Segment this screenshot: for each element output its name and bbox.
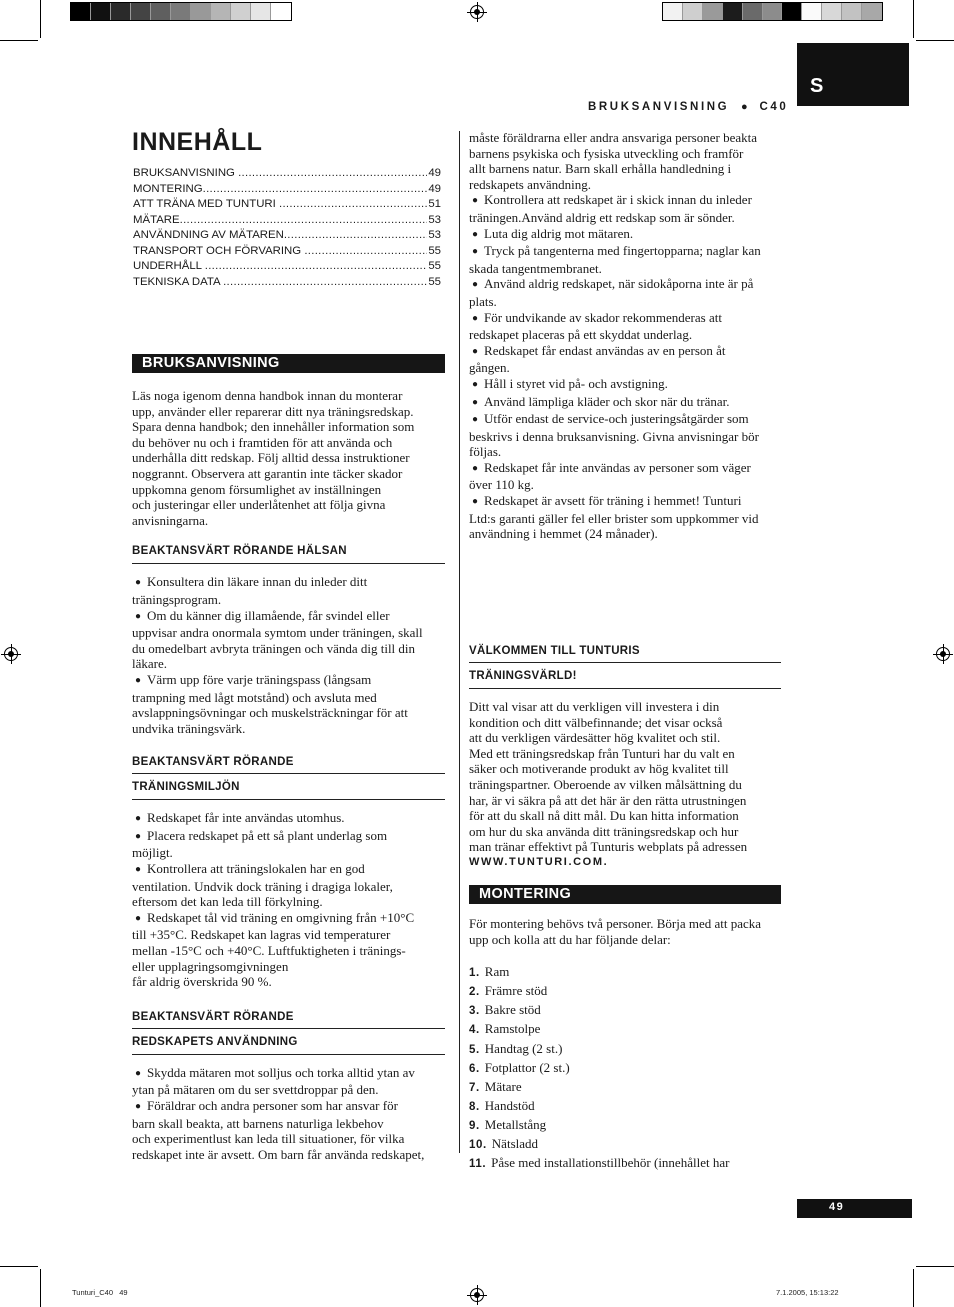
text-line [469, 226, 781, 244]
text-line-content: Kontrollera att träningslokalen har en god [147, 861, 365, 877]
parts-list-item [469, 1154, 781, 1173]
text-line-content: redskapets användning. [469, 176, 592, 192]
bullet-icon: ● [472, 228, 479, 240]
intro-line: och justeringar eller underlåtenhet att följa givna [132, 497, 386, 513]
toc-entry-label: MÄTARE [133, 213, 180, 226]
text-line [469, 493, 781, 511]
footer-timestamp: 7.1.2005, 15:13:22 [776, 1288, 839, 1297]
parts-list-number: 3. [469, 1005, 480, 1018]
text-line-content: träningsprogram. [132, 591, 222, 607]
text-line-content: Redskapet får inte användas utomhus. [147, 810, 345, 826]
text-line [469, 327, 781, 343]
crop-mark-tl-v [40, 0, 41, 38]
toc-entry-page: 51 [428, 198, 441, 210]
text-line [132, 845, 445, 861]
text-line-content: till +35°C. Redskapet kan lagras vid temperaturer [132, 927, 391, 943]
toc-entry [133, 244, 441, 260]
text-line [469, 130, 781, 146]
crop-mark-br-h [916, 1266, 954, 1267]
toc-leader-dots [304, 244, 427, 260]
text-line [469, 477, 781, 493]
text-line [132, 1082, 445, 1098]
toc-entry-label: ANVÄNDNING AV MÄTAREN [133, 229, 284, 241]
intro-line: underhålla ditt redskap. Följ alltid dessa instruktioner [132, 450, 410, 466]
parts-list-number: 7. [469, 1081, 480, 1094]
website-link[interactable]: WWW.TUNTURI.COM. [469, 855, 609, 868]
text-line [469, 192, 781, 210]
parts-list-item [469, 1040, 781, 1059]
text-line-content: får aldrig överskrida 90 %. [132, 974, 272, 990]
intro-line: Läs noga igenom denna handbok innan du monterar [132, 388, 403, 403]
running-title: BRUKSANVISNING [588, 101, 730, 113]
text-line [132, 625, 445, 641]
text-line-content: Utför endast de service-och justeringsåtgärder som [484, 411, 749, 427]
text-line-content: Föräldrar och andra personer som har ansvar för [147, 1098, 398, 1113]
intro-paragraph [132, 388, 445, 528]
usage-list-continued [469, 130, 781, 542]
welcome-paragraph [469, 699, 781, 855]
environment-list [132, 810, 445, 990]
text-line-content: gången. [469, 360, 510, 376]
text-line-content: redskapet placeras på ett skyddat underlag. [469, 327, 693, 343]
parts-list-number: 5. [469, 1043, 480, 1056]
text-line [132, 910, 445, 928]
health-list [132, 574, 445, 736]
toc-leader-dots [279, 197, 427, 213]
bullet-icon: ● [135, 912, 142, 924]
section-heading-bruksanvisning: BRUKSANVISNING [132, 354, 445, 373]
subheading-usage: BEAKTANSVÄRT RÖRANDE [132, 1011, 445, 1029]
text-line [469, 210, 781, 226]
bullet-icon: ● [472, 195, 479, 207]
parts-list-item [469, 1097, 781, 1116]
text-line [132, 879, 445, 895]
text-line-content: ytan på mätaren om du ser svettdroppar på den. [132, 1082, 379, 1098]
text-line-content: måste föräldrarna eller andra ansvariga personer beakta [469, 130, 758, 145]
text-line [132, 959, 445, 975]
parts-list-text: Handstöd [484, 1097, 535, 1113]
text-line [132, 943, 445, 959]
page-number: 49 [829, 1201, 845, 1213]
parts-list-text: Handtag (2 st.) [484, 1040, 563, 1056]
crop-mark-bl-v [40, 1269, 41, 1307]
toc-entry [133, 228, 441, 244]
parts-list-number: 10. [469, 1139, 487, 1152]
registration-mark-top [470, 5, 484, 19]
parts-list-text: Ram [484, 964, 510, 980]
text-line-content: Värm upp före varje träningspass (långsam [147, 671, 372, 687]
bullet-icon: ● [135, 864, 142, 876]
text-line [469, 310, 781, 328]
toc-entry [133, 275, 441, 291]
toc-entry-page: 53 [428, 229, 441, 241]
parts-list-item [469, 1001, 781, 1020]
subheading-environment [132, 756, 445, 774]
text-line [132, 641, 445, 657]
bullet-icon: ● [472, 246, 479, 258]
text-line-content: skada tangentmembranet. [469, 260, 602, 276]
text-line [132, 656, 445, 672]
registration-mark-left [4, 647, 18, 661]
model-name: C40 [759, 101, 789, 113]
toc-leader-dots [238, 166, 427, 182]
right-column [469, 130, 781, 542]
text-line [469, 294, 781, 310]
bullet-icon: ● [740, 101, 748, 113]
text-line-content: eftersom det kan leda till förkylning. [132, 894, 323, 910]
footer-file-label: Tunturi_C40 49 [72, 1288, 128, 1297]
intro-line: Spara denna handbok; den innehåller information som [132, 419, 415, 435]
subheading-usage-2: REDSKAPETS ANVÄNDNING [132, 1036, 445, 1055]
parts-list-item [469, 1020, 781, 1039]
text-line [469, 343, 781, 361]
intro-line: upp, använder eller reparerar ditt nya träningsredskap. [132, 403, 414, 419]
intro-line: anvisningarna. [132, 512, 209, 528]
left-column [132, 354, 445, 1162]
parts-list-text: Främre stöd [484, 983, 548, 999]
text-line [132, 690, 445, 706]
text-line [469, 394, 781, 412]
text-line-content: användning i hemmet (24 månader). [469, 526, 658, 542]
toc-title: INNEHÅLL [132, 128, 263, 156]
welcome-line: att du verkligen värdesätter hög kvalitet och stil. [469, 730, 721, 746]
parts-list-text: Fotplattor (2 st.) [484, 1059, 570, 1075]
parts-list-number: 11. [469, 1158, 487, 1171]
language-tab [797, 43, 909, 106]
welcome-line: man tränar effektivt på Tunturis webplats på adressen [469, 839, 748, 855]
text-line [469, 429, 781, 445]
text-line-content: Redskapet får endast användas av en person åt [484, 342, 726, 358]
parts-list-item [469, 1078, 781, 1097]
bullet-icon: ● [135, 610, 142, 622]
text-line [132, 705, 445, 721]
toc-leader-dots [205, 259, 428, 275]
toc-entry [133, 259, 441, 275]
text-line [132, 927, 445, 943]
welcome-line: Med ett träningsredskap från Tunturi har du valt en [469, 745, 735, 761]
text-line [469, 511, 781, 527]
text-line [132, 574, 445, 592]
text-line [469, 161, 781, 177]
text-line [132, 1131, 445, 1147]
parts-list [469, 963, 781, 1173]
mounting-block [469, 885, 781, 1173]
usage-list [132, 1065, 445, 1163]
toc-entry-page: 55 [428, 260, 441, 272]
text-line-content: Kontrollera att redskapet är i skick innan du inleder [484, 192, 752, 208]
bullet-icon: ● [472, 396, 479, 408]
parts-list-item [469, 982, 781, 1001]
welcome-line: Ditt val visar att du verkligen vill investera i din [469, 699, 720, 714]
bullet-icon: ● [472, 496, 479, 508]
text-line-content: Använd aldrig redskapet, när sidokåporna inte är på [484, 276, 754, 292]
welcome-line: om hur du ska använda ditt träningsredskap och hur [469, 823, 739, 839]
toc-entry-page: 53 [428, 213, 441, 226]
subheading-environment-2: TRÄNINGSMILJÖN [132, 781, 445, 800]
parts-list-number: 6. [469, 1062, 480, 1075]
text-line [469, 146, 781, 162]
text-line [132, 608, 445, 626]
welcome-line: för att du skall nå ditt mål. Du kan hitta information [469, 808, 739, 824]
parts-list-number: 2. [469, 986, 480, 999]
registration-mark-bottom [470, 1288, 484, 1302]
bullet-icon: ● [135, 577, 142, 589]
toc-entry-page: 49 [428, 167, 441, 179]
text-line-content: följas. [469, 444, 502, 460]
text-line [132, 592, 445, 608]
parts-list-item [469, 1135, 781, 1154]
text-line-content: Tryck på tangenterna med fingertopparna; naglar kan [484, 243, 761, 259]
text-line-content: träningen.Använd aldrig ett redskap som är sönder. [469, 209, 735, 225]
intro-line: du behöver nu och i framtiden för att använda och [132, 434, 393, 450]
text-line [132, 721, 445, 737]
subheading-health: BEAKTANSVÄRT RÖRANDE HÄLSAN [132, 545, 445, 564]
bullet-icon: ● [472, 462, 479, 474]
text-line [132, 1065, 445, 1083]
language-tab-label: S [810, 75, 824, 97]
text-line-content: trampning med lågt motstånd) och avsluta med [132, 689, 377, 705]
bullet-icon: ● [472, 378, 479, 390]
intro-line: uppkomna genom försumlighet av inställningen [132, 481, 382, 497]
toc-entry-label: ATT TRÄNA MED TUNTURI [133, 198, 279, 210]
section-heading-montering: MONTERING [469, 885, 781, 904]
text-line [132, 861, 445, 879]
text-line-content: över 110 kg. [469, 477, 534, 493]
parts-list-text: Mätare [484, 1078, 522, 1094]
bullet-icon: ● [472, 312, 479, 324]
bullet-icon: ● [135, 813, 142, 825]
text-line-content: redskapet inte är avsett. Om barn får använda redskapet, [132, 1146, 425, 1162]
text-line [132, 1098, 445, 1116]
text-line-content: Håll i styret vid på- och avstigning. [484, 375, 668, 391]
text-line-content: avslappningsövningar och muskelsträckningar för att [132, 705, 408, 721]
text-line [132, 828, 445, 846]
text-line-content: och experimentlust kan leda till situationer, för vilka [132, 1131, 405, 1147]
crop-mark-tl-h [0, 40, 38, 41]
toc-entry [133, 213, 441, 229]
table-of-contents [133, 166, 441, 290]
text-line-content: plats. [469, 293, 497, 309]
text-line [469, 460, 781, 478]
parts-list-number: 9. [469, 1119, 480, 1132]
text-line-content: eller upplagringsomgivningen [132, 958, 289, 974]
text-line-content: möjligt. [132, 845, 173, 861]
text-line [469, 261, 781, 277]
toc-leader-dots [203, 182, 428, 198]
parts-list-number: 8. [469, 1100, 480, 1113]
parts-list-item [469, 1059, 781, 1078]
toc-entry-label: TRANSPORT OCH FÖRVARING [133, 244, 305, 257]
running-header [588, 101, 788, 113]
parts-list-item [469, 963, 781, 982]
text-line-content: barn skall beakta, att barnens naturliga lekbehov [132, 1115, 384, 1131]
crop-mark-bl-h [0, 1266, 38, 1267]
toc-leader-dots [180, 213, 428, 229]
welcome-line: kondition och ditt välbefinnande; det visar också [469, 714, 723, 730]
parts-list-number: 1. [469, 967, 480, 980]
text-line [132, 894, 445, 910]
toc-entry [133, 197, 441, 213]
text-line-content: barnens psykiska och fysiska utveckling och framför [469, 145, 744, 161]
text-line [132, 974, 445, 990]
text-line-content: ventilation. Undvik dock träning i dragiga lokaler, [132, 878, 393, 894]
parts-list-item [469, 1116, 781, 1135]
welcome-block [469, 645, 781, 868]
text-line-content: läkare. [132, 656, 168, 672]
text-line-content: Redskapet är avsett för träning i hemmet! Tunturi [484, 493, 742, 509]
text-line-content: mellan -15°C och +40°C. Luftfuktigheten i tränings- [132, 943, 406, 959]
text-line [469, 444, 781, 460]
color-bar-left [70, 2, 292, 21]
text-line-content: allt barnens natur. Barn skall erhålla handledning i [469, 161, 732, 177]
bullet-icon: ● [472, 279, 479, 291]
subheading-welcome: VÄLKOMMEN TILL TUNTURIS [469, 645, 781, 663]
text-line [469, 177, 781, 193]
toc-entry-page: 55 [428, 275, 441, 288]
crop-mark-tr-v [913, 0, 914, 38]
bullet-icon: ● [472, 414, 479, 426]
text-line [132, 672, 445, 690]
color-bar-right [662, 2, 883, 21]
text-line [132, 1147, 445, 1163]
mounting-intro [469, 916, 781, 947]
text-line-content: beskrivs i denna bruksanvisning. Givna anvisningar bör [469, 428, 759, 444]
bullet-icon: ● [472, 345, 479, 357]
text-line [132, 810, 445, 828]
parts-list-number: 4. [469, 1024, 480, 1037]
text-line [469, 360, 781, 376]
toc-entry-label: UNDERHÅLL [133, 260, 205, 272]
text-line [132, 1116, 445, 1132]
text-line [469, 376, 781, 394]
crop-mark-tr-h [916, 40, 954, 41]
welcome-line: säker och motiverande produkt av hög kvalitet till [469, 761, 729, 777]
text-line-content: Använd lämpliga kläder och skor när du tränar. [484, 393, 730, 409]
crop-mark-br-v [913, 1269, 914, 1307]
toc-entry-page: 55 [428, 244, 441, 257]
intro-line: noggrannt. Observera att garantin inte täcker skador [132, 465, 403, 481]
parts-list-text: Ramstolpe [484, 1021, 541, 1037]
toc-entry-label: TEKNISKA DATA [133, 275, 224, 288]
subheading-environment-line1: BEAKTANSVÄRT RÖRANDE [132, 756, 294, 769]
text-line [469, 243, 781, 261]
toc-entry [133, 182, 441, 198]
bullet-icon: ● [135, 830, 142, 842]
welcome-line: har, är vi säkra på att det här är den rätta utrustningen [469, 792, 747, 808]
toc-entry [133, 166, 441, 182]
bullet-icon: ● [135, 1101, 142, 1112]
mounting-intro-line: För montering behövs två personer. Börja med att packa [469, 916, 762, 931]
toc-entry-label: MONTERING [133, 182, 203, 195]
parts-list-text: Metallstång [484, 1116, 547, 1132]
text-line [469, 276, 781, 294]
page-number-tab [797, 1199, 912, 1218]
text-line [469, 526, 781, 542]
welcome-line: träningspartner. Oberoende av vilken målsättning du [469, 776, 742, 792]
text-line-content: Luta dig aldrig mot mätaren. [484, 225, 634, 241]
mounting-intro-line: upp och kolla att du har följande delar: [469, 931, 671, 947]
toc-entry-page: 49 [428, 182, 441, 195]
text-line-content: Om du känner dig illamående, får svindel eller [147, 607, 390, 623]
text-line-content: undvika träningsvärk. [132, 720, 246, 736]
parts-list-text: Bakre stöd [484, 1002, 541, 1018]
toc-leader-dots [223, 275, 427, 291]
toc-leader-dots [284, 228, 427, 244]
subheading-welcome-2: TRÄNINGSVÄRLD! [469, 670, 781, 689]
text-line-content: du omedelbart avbryta träningen och vända dig till din [132, 640, 416, 656]
registration-mark-right [936, 647, 950, 661]
text-line-content: Redskapet får inte användas av personer som väger [484, 459, 751, 475]
bullet-icon: ● [135, 1067, 142, 1079]
text-line-content: För undvikande av skador rekommenderas att [484, 309, 722, 325]
toc-entry-label: BRUKSANVISNING [133, 167, 239, 179]
text-line-content: Konsultera din läkare innan du inleder ditt [147, 574, 368, 590]
parts-list-text: Påse med installationstillbehör (innehållet har [491, 1155, 730, 1171]
column-divider [459, 131, 460, 1153]
text-line-content: Skydda mätaren mot solljus och torka alltid ytan av [147, 1064, 415, 1080]
text-line-content: Ltd:s garanti gäller fel eller brister som uppkommer vid [469, 510, 759, 526]
text-line [469, 411, 781, 429]
text-line-content: Redskapet tål vid träning en omgivning från +10°C [147, 909, 415, 925]
bullet-icon: ● [135, 674, 142, 686]
text-line-content: Placera redskapet på ett så plant underlag som [147, 827, 388, 843]
parts-list-text: Nätsladd [491, 1136, 539, 1152]
text-line-content: uppvisar andra onormala symtom under träningen, skall [132, 625, 423, 641]
